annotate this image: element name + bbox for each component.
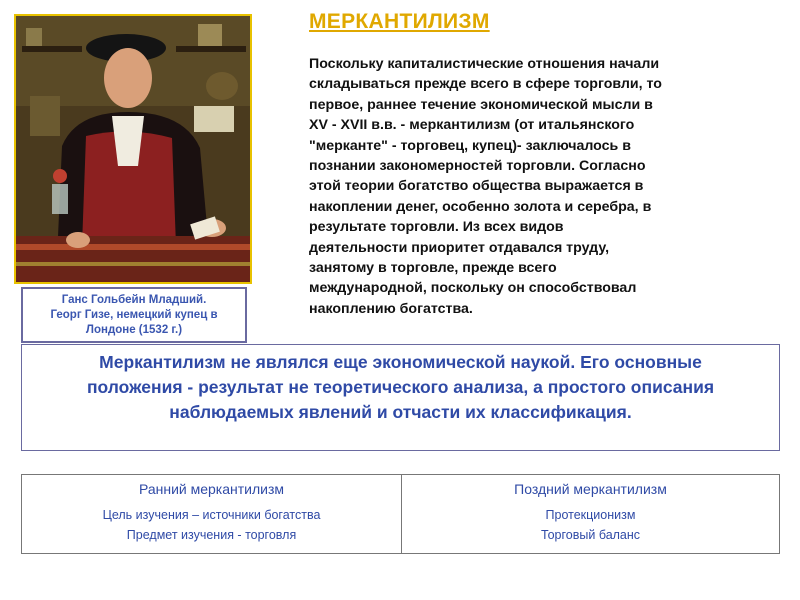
paragraph-line: первое, раннее течение экономической мысли в — [309, 96, 653, 113]
column-item: Торговый баланс — [540, 528, 641, 542]
late-mercantilism-column — [402, 475, 779, 553]
column-item: Предмет изучения - торговля — [126, 528, 297, 542]
paragraph-line: занятому в торговле, прежде всего — [309, 260, 557, 277]
paragraph-line: накоплению богатства. — [309, 300, 473, 317]
portrait-image — [16, 16, 250, 282]
paragraph-line: накоплении денег, особенно золота и серебра, в — [309, 198, 652, 215]
early-mercantilism-column — [22, 475, 402, 553]
column-heading: Поздний меркантилизм — [514, 481, 667, 497]
highlight-line: Меркантилизм не являлся еще экономической наукой. Его основные — [99, 352, 702, 372]
highlight-line: положения - результат не теоретического анализа, а простого описания — [86, 377, 715, 397]
paragraph-line: складываться прежде всего в сфере торговли, то — [309, 76, 662, 93]
paragraph-line: XV - XVII в.в. - меркантилизм (от итальянского — [309, 117, 635, 134]
paragraph-line: "мерканте" - торговец, купец)- заключалось в — [309, 137, 631, 154]
comparison-table — [21, 474, 780, 554]
paragraph-line: деятельности приоритет отдавался труду, — [309, 239, 610, 256]
main-paragraph — [309, 54, 761, 319]
highlight-box — [21, 344, 780, 451]
paragraph-line: познании закономерностей торговли. Согласно — [309, 158, 646, 175]
caption-line: Лондоне (1532 г.) — [85, 324, 183, 336]
portrait-caption — [21, 287, 247, 343]
column-heading: Ранний меркантилизм — [138, 481, 285, 497]
paragraph-line: международной, поскольку он способствовал — [309, 280, 637, 297]
paragraph-line: Поскольку капиталистические отношения начали — [309, 56, 660, 72]
caption-line: Георг Гизе, немецкий купец в — [50, 309, 218, 321]
column-item: Цель изучения – источники богатства — [102, 508, 321, 522]
paragraph-line: этой теории богатство общества выражается в — [309, 178, 644, 195]
paragraph-line: результате торговли. Из всех видов — [309, 219, 564, 236]
caption-line: Ганс Гольбейн Младший. — [61, 294, 207, 306]
column-item: Протекционизм — [545, 508, 636, 522]
highlight-line: наблюдаемых явлений и отчасти их классификация. — [169, 402, 632, 422]
page-title: МЕРКАНТИЛИЗМ — [309, 10, 490, 33]
portrait-painting — [14, 14, 252, 284]
